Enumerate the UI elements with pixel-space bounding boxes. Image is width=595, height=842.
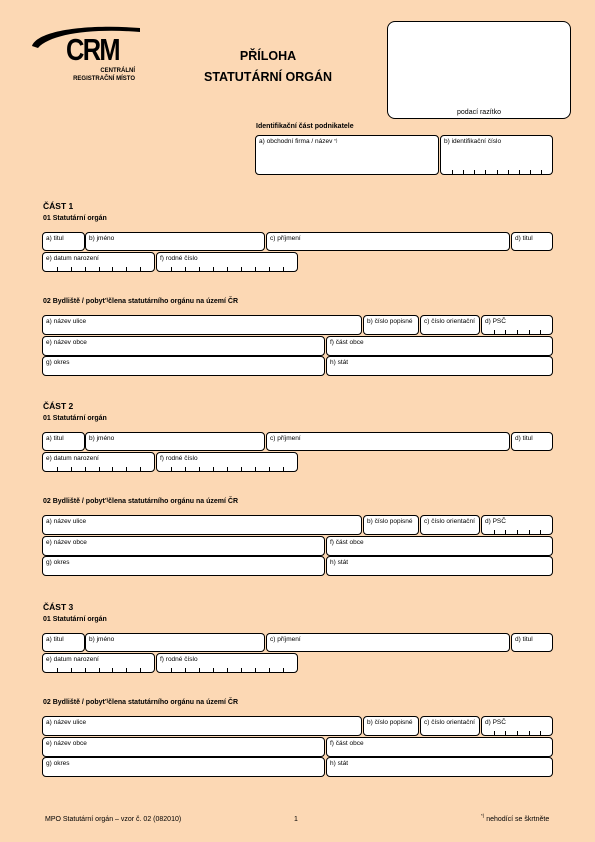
digit-tick [57,668,58,672]
part2-organ-title: 01 Statutární orgán [43,415,107,422]
digit-tick [227,668,228,672]
part1-rodne-cislo-field[interactable] [156,252,298,272]
part1-datum-narozeni-field[interactable] [42,252,155,272]
part3-address-footnote-mark: *) [104,698,109,703]
part2-address-title-main: 02 Bydliště / pobyt [43,498,105,505]
digit-tick [452,170,453,174]
part1-titul-field[interactable] [42,232,85,251]
part3-psc-field-label: d) PSČ [485,719,506,726]
digit-tick [71,668,72,672]
part2-titul-field[interactable] [42,432,85,451]
digit-tick [99,267,100,271]
part1-address-footnote-mark: *) [104,297,109,302]
part1-rodne-cislo-field-label: f) rodné číslo [160,255,198,262]
digit-tick [71,267,72,271]
digit-tick [540,330,541,334]
digit-tick [85,467,86,471]
part3-titul-d-field-label: d) titul [515,636,533,643]
digit-tick [269,668,270,672]
part3-address-title-rest: člena statutárního orgánu na území ČR [108,699,239,706]
digit-tick [71,467,72,471]
part3-psc-field[interactable] [481,716,553,736]
part3-nazev-obce-field-label: e) název obce [46,740,87,747]
part3-datum-narozeni-field-ticks [43,668,154,672]
part3-rodne-cislo-field[interactable] [156,653,298,673]
digit-tick [112,267,113,271]
part1-rodne-cislo-field-ticks [157,267,297,271]
part1-cislo-popisne-field[interactable] [363,315,419,335]
identification-number-ticks [441,170,552,174]
part1-titul-field-label: a) titul [46,235,64,242]
digit-tick [485,170,486,174]
footer-footnote-mark: *) [481,813,485,818]
part3-prijmeni-field-label: c) příjmení [270,636,301,643]
digit-tick [474,170,475,174]
identification-number-field[interactable] [440,135,553,175]
part1-stat-field-label: h) stát [330,359,349,366]
part2-stat-field-label: h) stát [330,559,349,566]
part2-rodne-cislo-field-label: f) rodné číslo [160,455,198,462]
digit-tick [529,330,530,334]
part3-address-title-main: 02 Bydliště / pobyt [43,699,105,706]
part3-address-title [43,699,238,706]
part2-cast-obce-field[interactable] [326,536,553,556]
part3-cast-obce-field-label: f) část obce [330,740,364,747]
part1-datum-narozeni-field-ticks [43,267,154,271]
part3-jmeno-field[interactable] [85,633,265,652]
digit-tick [283,467,284,471]
crm-logo-line1: CENTRÁLNÍ [100,68,135,74]
digit-tick [517,530,518,534]
part1-cislo-orientacni-field[interactable] [420,315,480,335]
part3-cislo-popisne-field-label: b) číslo popisné [367,719,413,726]
digit-tick [241,467,242,471]
part3-nazev-ulice-field[interactable] [42,716,362,736]
part1-address-title [43,298,238,305]
part3-okres-field-label: g) okres [46,760,70,767]
part3-okres-field[interactable] [42,757,325,777]
part2-nazev-ulice-field-label: a) název ulice [46,518,87,525]
part2-prijmeni-field-label: c) příjmení [270,435,301,442]
digit-tick [99,668,100,672]
part2-okres-field[interactable] [42,556,325,576]
digit-tick [517,330,518,334]
part1-cislo-popisne-field-label: b) číslo popisné [367,318,413,325]
digit-tick [185,267,186,271]
part2-datum-narozeni-field[interactable] [42,452,155,472]
digit-tick [517,731,518,735]
part3-stat-field[interactable] [326,757,553,777]
part2-cislo-orientacni-field[interactable] [420,515,480,535]
digit-tick [57,267,58,271]
digit-tick [529,731,530,735]
part2-jmeno-field[interactable] [85,432,265,451]
digit-tick [227,267,228,271]
part2-psc-field-label: d) PSČ [485,518,506,525]
part1-psc-field-ticks [482,330,552,334]
part1-titul-d-field[interactable] [511,232,553,251]
part3-titul-d-field[interactable] [511,633,553,652]
digit-tick [494,731,495,735]
digit-tick [140,467,141,471]
part3-rodne-cislo-field-ticks [157,668,297,672]
digit-tick [213,267,214,271]
part1-title: ČÁST 1 [43,201,74,211]
part1-cast-obce-field[interactable] [326,336,553,356]
digit-tick [508,170,509,174]
part1-cislo-orientacni-field-label: c) číslo orientační [424,318,475,325]
digit-tick [85,668,86,672]
digit-tick [99,467,100,471]
part1-cast-obce-field-label: f) část obce [330,339,364,346]
digit-tick [530,170,531,174]
digit-tick [185,467,186,471]
digit-tick [283,668,284,672]
footer-form-id: MPO Statutární orgán – vzor č. 02 (082010) [45,816,182,823]
part3-cislo-orientacni-field[interactable] [420,716,480,736]
part1-nazev-ulice-field[interactable] [42,315,362,335]
identification-number-label: b) identifikační číslo [444,138,502,145]
digit-tick [171,467,172,471]
part1-psc-field[interactable] [481,315,553,335]
part3-prijmeni-field[interactable] [266,633,510,652]
digit-tick [283,267,284,271]
part1-address-title-rest: člena statutárního orgánu na území ČR [108,298,239,305]
digit-tick [463,170,464,174]
part1-nazev-obce-field[interactable] [42,336,325,356]
digit-tick [255,668,256,672]
crm-logo [28,22,148,87]
digit-tick [529,530,530,534]
part1-okres-field-label: g) okres [46,359,70,366]
part3-titul-field[interactable] [42,633,85,652]
part1-okres-field[interactable] [42,356,325,376]
digit-tick [112,467,113,471]
part2-prijmeni-field[interactable] [266,432,510,451]
part3-nazev-obce-field[interactable] [42,737,325,757]
part2-address-title [43,498,238,505]
part2-okres-field-label: g) okres [46,559,70,566]
digit-tick [269,267,270,271]
stamp-box [387,21,571,119]
part2-title: ČÁST 2 [43,401,74,411]
footer-footnote-text: nehodící se škrtněte [486,816,550,823]
digit-tick [126,668,127,672]
part1-nazev-ulice-field-label: a) název ulice [46,318,87,325]
digit-tick [126,267,127,271]
part1-nazev-obce-field-label: e) název obce [46,339,87,346]
footnote-mark: *) [334,138,338,143]
digit-tick [171,668,172,672]
digit-tick [213,467,214,471]
part1-stat-field[interactable] [326,356,553,376]
digit-tick [126,467,127,471]
part2-titul-d-field-label: d) titul [515,435,533,442]
part2-address-title-rest: člena statutárního orgánu na území ČR [108,498,239,505]
digit-tick [505,530,506,534]
part3-titul-field-label: a) titul [46,636,64,643]
digit-tick [505,731,506,735]
digit-tick [241,668,242,672]
digit-tick [112,668,113,672]
part1-jmeno-field[interactable] [85,232,265,251]
part1-jmeno-field-label: b) jméno [89,235,115,242]
part2-address-footnote-mark: *) [104,497,109,502]
part3-jmeno-field-label: b) jméno [89,636,115,643]
part1-address-title-main: 02 Bydliště / pobyt [43,298,105,305]
crm-logo-line2: REGISTRAČNÍ MÍSTO [73,76,135,82]
page-title: PŘÍLOHA [239,49,297,63]
digit-tick [85,267,86,271]
part2-cislo-orientacni-field-label: c) číslo orientační [424,518,475,525]
part3-psc-field-ticks [482,731,552,735]
part3-cislo-orientacni-field-label: c) číslo orientační [424,719,475,726]
digit-tick [540,731,541,735]
stamp-label: podací razítko [457,109,501,116]
digit-tick [199,267,200,271]
business-name-label: a) obchodní firma / název [259,138,333,145]
part2-psc-field-ticks [482,530,552,534]
digit-tick [140,267,141,271]
digit-tick [255,467,256,471]
part2-rodne-cislo-field[interactable] [156,452,298,472]
part2-stat-field[interactable] [326,556,553,576]
part1-prijmeni-field[interactable] [266,232,510,251]
digit-tick [494,530,495,534]
part2-cislo-popisne-field[interactable] [363,515,419,535]
part1-datum-narozeni-field-label: e) datum narození [46,255,99,262]
part1-psc-field-label: d) PSČ [485,318,506,325]
digit-tick [185,668,186,672]
part3-organ-title: 01 Statutární orgán [43,616,107,623]
part1-titul-d-field-label: d) titul [515,235,533,242]
part2-datum-narozeni-field-label: e) datum narození [46,455,99,462]
part2-jmeno-field-label: b) jméno [89,435,115,442]
part3-cislo-popisne-field[interactable] [363,716,419,736]
digit-tick [269,467,270,471]
digit-tick [519,170,520,174]
digit-tick [255,267,256,271]
digit-tick [541,170,542,174]
part2-psc-field[interactable] [481,515,553,535]
digit-tick [497,170,498,174]
digit-tick [494,330,495,334]
digit-tick [241,267,242,271]
part2-rodne-cislo-field-ticks [157,467,297,471]
digit-tick [227,467,228,471]
digit-tick [57,467,58,471]
part3-datum-narozeni-field[interactable] [42,653,155,673]
part2-datum-narozeni-field-ticks [43,467,154,471]
crm-logo-text: CRM [66,32,119,67]
digit-tick [505,330,506,334]
part1-organ-title: 01 Statutární orgán [43,215,107,222]
part3-cast-obce-field[interactable] [326,737,553,757]
digit-tick [140,668,141,672]
digit-tick [171,267,172,271]
part2-cislo-popisne-field-label: b) číslo popisné [367,518,413,525]
part3-datum-narozeni-field-label: e) datum narození [46,656,99,663]
part3-title: ČÁST 3 [43,602,74,612]
digit-tick [213,668,214,672]
part3-nazev-ulice-field-label: a) název ulice [46,719,87,726]
part3-stat-field-label: h) stát [330,760,349,767]
part2-titul-d-field[interactable] [511,432,553,451]
business-name-field[interactable] [255,135,439,175]
identification-title: Identifikační část podnikatele [256,123,354,130]
part2-nazev-obce-field-label: e) název obce [46,539,87,546]
part3-rodne-cislo-field-label: f) rodné číslo [160,656,198,663]
digit-tick [199,467,200,471]
footer-footnote [481,814,549,821]
digit-tick [199,668,200,672]
part2-nazev-ulice-field[interactable] [42,515,362,535]
part2-cast-obce-field-label: f) část obce [330,539,364,546]
page-subtitle: STATUTÁRNÍ ORGÁN [204,70,332,84]
part1-prijmeni-field-label: c) příjmení [270,235,301,242]
footer-page-number: 1 [294,816,298,823]
part2-nazev-obce-field[interactable] [42,536,325,556]
digit-tick [540,530,541,534]
part2-titul-field-label: a) titul [46,435,64,442]
